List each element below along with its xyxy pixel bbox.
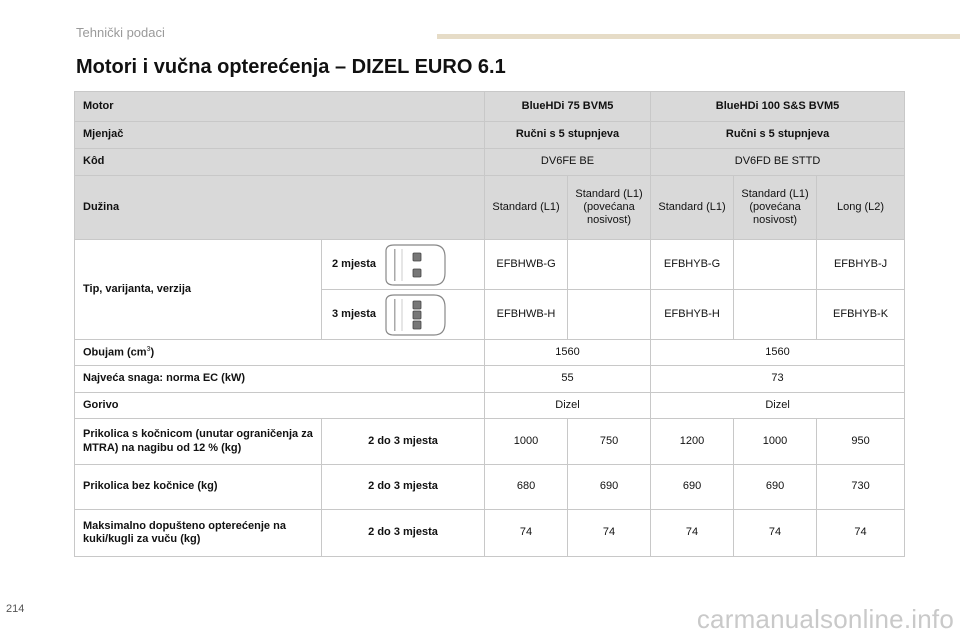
weight-value: 1000 bbox=[734, 419, 817, 465]
weight-value: 690 bbox=[651, 465, 734, 510]
obujam-value: 1560 bbox=[651, 340, 905, 366]
obujam-value: 1560 bbox=[485, 340, 651, 366]
gorivo-row bbox=[75, 393, 905, 419]
duzina-value: Standard (L1) (povećana nosivost) bbox=[734, 176, 817, 240]
gorivo-value: Dizel bbox=[651, 393, 905, 419]
prikolica-kocnica-row bbox=[75, 419, 905, 465]
seats-cell bbox=[322, 290, 485, 340]
page-number: 214 bbox=[6, 603, 25, 615]
tip-value: EFBHWB-G bbox=[485, 240, 568, 290]
weight-value: 950 bbox=[817, 419, 905, 465]
maks-label: Maksimalno dopušteno opterećenje na kuki/kugli za vuču (kg) bbox=[75, 510, 322, 557]
duzina-label: Dužina bbox=[75, 176, 485, 240]
seats-label: 3 mjesta bbox=[332, 307, 377, 320]
weight-value: 730 bbox=[817, 465, 905, 510]
kod-value: DV6FE BE bbox=[485, 149, 651, 176]
section-label: Tehnički podaci bbox=[76, 25, 165, 40]
weight-value: 1000 bbox=[485, 419, 568, 465]
kod-row bbox=[75, 149, 905, 176]
seats-cell: 2 do 3 mjesta bbox=[322, 465, 485, 510]
snaga-row bbox=[75, 366, 905, 393]
seats-cell bbox=[322, 240, 485, 290]
specs-table bbox=[74, 91, 905, 557]
snaga-label: Najveća snaga: norma EC (kW) bbox=[75, 366, 485, 393]
duzina-value: Standard (L1) (povećana nosivost) bbox=[568, 176, 651, 240]
prikolica-bez-label: Prikolica bez kočnice (kg) bbox=[75, 465, 322, 510]
mjenjac-row bbox=[75, 122, 905, 149]
motor-label: Motor bbox=[75, 92, 485, 122]
obujam-label: Obujam $(cm^3)$ bbox=[75, 340, 485, 366]
obujam-row bbox=[75, 340, 905, 366]
mjenjac-value: Ručni s 5 stupnjeva bbox=[651, 122, 905, 149]
weight-value: 690 bbox=[568, 465, 651, 510]
weight-value: 74 bbox=[485, 510, 568, 557]
seats-cell: 2 do 3 mjesta bbox=[322, 419, 485, 465]
seats-cell: 2 do 3 mjesta bbox=[322, 510, 485, 557]
weight-value: 690 bbox=[734, 465, 817, 510]
tip-label: Tip, varijanta, verzija bbox=[75, 240, 322, 340]
seats-label: 2 mjesta bbox=[332, 257, 377, 270]
prikolica-bez-row bbox=[75, 465, 905, 510]
snaga-value: 73 bbox=[651, 366, 905, 393]
tip-value: EFBHYB-H bbox=[651, 290, 734, 340]
van-2-seats-icon bbox=[382, 243, 448, 287]
tip-row-2-seats bbox=[75, 240, 905, 290]
page-title: Motori i vučna opterećenja – DIZEL EURO 6.1 bbox=[76, 56, 506, 78]
maks-row bbox=[75, 510, 905, 557]
weight-value: 74 bbox=[568, 510, 651, 557]
weight-value: 750 bbox=[568, 419, 651, 465]
watermark: carmanualsonline.info bbox=[696, 604, 954, 634]
tip-value: EFBHYB-J bbox=[817, 240, 905, 290]
kod-value: DV6FD BE STTD bbox=[651, 149, 905, 176]
tip-value: EFBHYB-G bbox=[651, 240, 734, 290]
snaga-value: 55 bbox=[485, 366, 651, 393]
weight-value: 1200 bbox=[651, 419, 734, 465]
tip-value: EFBHWB-H bbox=[485, 290, 568, 340]
weight-value: 74 bbox=[651, 510, 734, 557]
duzina-value: Standard (L1) bbox=[485, 176, 568, 240]
weight-value: 74 bbox=[817, 510, 905, 557]
kod-label: Kôd bbox=[75, 149, 485, 176]
weight-value: 680 bbox=[485, 465, 568, 510]
prikolica-kocnica-label: Prikolica s kočnicom (unutar ograničenja za MTRA) na nagibu od 12 % (kg) bbox=[75, 419, 322, 465]
motor-value: BlueHDi 100 S&S BVM5 bbox=[651, 92, 905, 122]
gorivo-value: Dizel bbox=[485, 393, 651, 419]
mjenjac-label: Mjenjač bbox=[75, 122, 485, 149]
van-3-seats-icon bbox=[382, 293, 448, 337]
header-accent-bar bbox=[437, 34, 960, 39]
duzina-value: Standard (L1) bbox=[651, 176, 734, 240]
motor-row bbox=[75, 92, 905, 122]
duzina-row bbox=[75, 176, 905, 240]
mjenjac-value: Ručni s 5 stupnjeva bbox=[485, 122, 651, 149]
gorivo-label: Gorivo bbox=[75, 393, 485, 419]
weight-value: 74 bbox=[734, 510, 817, 557]
tip-value: EFBHYB-K bbox=[817, 290, 905, 340]
duzina-value: Long (L2) bbox=[817, 176, 905, 240]
motor-value: BlueHDi 75 BVM5 bbox=[485, 92, 651, 122]
